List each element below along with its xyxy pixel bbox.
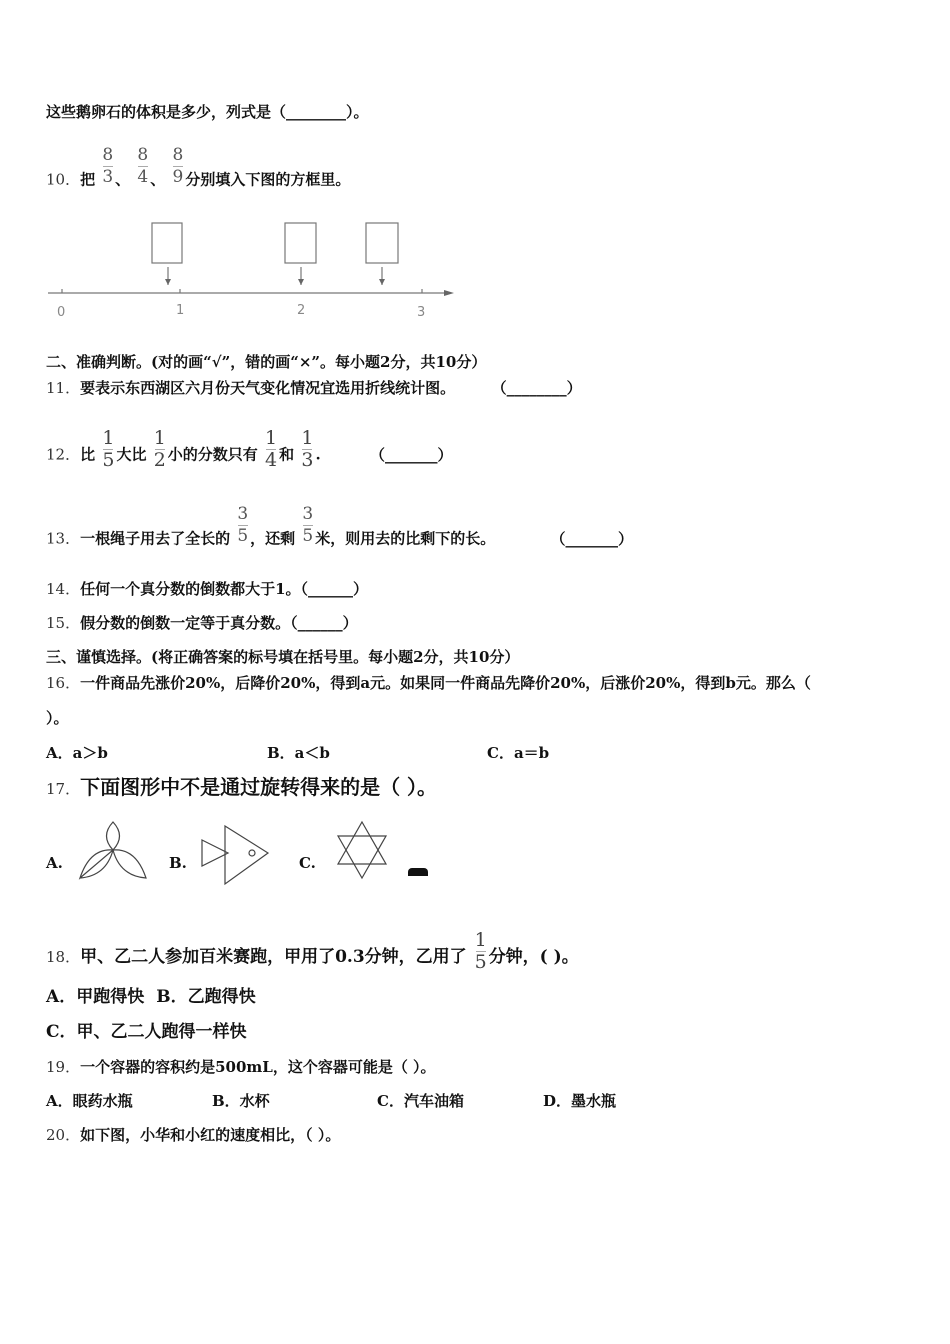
- axis-label: 1: [176, 303, 185, 318]
- number-line-figure: [40, 215, 470, 325]
- text-cursor-mark: [408, 868, 428, 876]
- fraction: $\frac{1}{4}$: [265, 427, 278, 471]
- axis-arrow: [444, 290, 454, 296]
- answer-box-2: [285, 223, 316, 263]
- option-a: A．眼药水瓶: [46, 1092, 133, 1110]
- fraction: $\frac{3}{5}$: [302, 504, 314, 546]
- answer-box-1: [152, 223, 182, 263]
- section-3-heading: 三、谨慎选择。(将正确答案的标号填在括号里。每小题2分，共10分）: [46, 648, 520, 666]
- question-16-tail: ）。: [46, 709, 69, 727]
- question-17: 17．下面图形中不是通过旋转得来的是（ ）。: [46, 775, 438, 799]
- fraction: $\frac{1}{5}$: [102, 427, 115, 471]
- fraction: $\frac{8}{9}$: [172, 145, 184, 187]
- fraction: $\frac{1}{3}$: [301, 427, 314, 471]
- option-a: A.: [46, 854, 63, 872]
- option-b: B．a＜b: [267, 744, 330, 762]
- question-18: 18．甲、乙二人参加百米赛跑，甲用了0.3分钟，乙用了 $\frac{1}{5}$ 分钟，( )。: [46, 929, 579, 973]
- question-10: 10．把 $\frac{8}{3}$ 、 $\frac{8}{4}$ 、 $\frac{8}{9}$ 分别填入下图的方框里。: [46, 145, 351, 189]
- question-13: 13．一根绳子用去了全长的 $\frac{3}{5}$ ，还剩 $\frac{3}{5}$ 米，则用去的比剩下的长。 （_______）: [46, 504, 634, 548]
- question-20: 20．如下图，小华和小红的速度相比，（ ）。: [46, 1126, 341, 1144]
- option-a: A．a＞b: [46, 744, 108, 762]
- option-b: B．水杯: [212, 1092, 270, 1110]
- option-d: D．墨水瓶: [543, 1092, 617, 1110]
- fraction: $\frac{3}{5}$: [237, 504, 249, 546]
- option-c: C．a＝b: [487, 744, 550, 762]
- fraction: $\frac{8}{4}$: [137, 145, 149, 187]
- trefoil-shape: [78, 820, 150, 882]
- star-of-david-shape: [332, 820, 392, 882]
- option-c: C.: [299, 854, 316, 872]
- option-c: C．汽车油箱: [377, 1092, 464, 1110]
- question-12: 12．比 $\frac{1}{5}$ 大比 $\frac{1}{2}$ 小的分数只有 $\frac{1}{4}$ 和 $\frac{1}{3}$ . （_______）: [46, 427, 453, 471]
- section-2-heading: 二、准确判断。(对的画“√”，错的画“×”。每小题2分，共10分）: [46, 353, 487, 371]
- question-16: 16．一件商品先涨价20%，后降价20%，得到a元。如果同一件商品先降价20%，后涨价20%，得到b元。那么（: [46, 674, 811, 692]
- answer-box-3: [366, 223, 398, 263]
- question-15: 15．假分数的倒数一定等于真分数。（______）: [46, 614, 358, 632]
- option-c: C．甲、乙二人跑得一样快: [46, 1022, 247, 1042]
- axis-label: 3: [417, 305, 426, 320]
- question-19: 19．一个容器的容积约是500mL，这个容器可能是（ ）。: [46, 1058, 436, 1076]
- fraction: $\frac{1}{2}$: [153, 427, 166, 471]
- fraction: $\frac{1}{5}$: [474, 929, 487, 973]
- question-18-options: A．甲跑得快 B．乙跑得快: [46, 987, 256, 1007]
- option-b: B.: [169, 854, 187, 872]
- q9-tail: 这些鹅卵石的体积是多少，列式是（________）。: [46, 103, 369, 121]
- question-14: 14．任何一个真分数的倒数都大于1。（______）: [46, 580, 369, 598]
- fraction: $\frac{8}{3}$: [102, 145, 114, 187]
- axis-label: 2: [297, 303, 306, 318]
- question-11: 11．要表示东西湖区六月份天气变化情况宜选用折线统计图。 （________）: [46, 379, 582, 397]
- fish-shape: [198, 822, 272, 886]
- axis-label: 0: [57, 305, 66, 320]
